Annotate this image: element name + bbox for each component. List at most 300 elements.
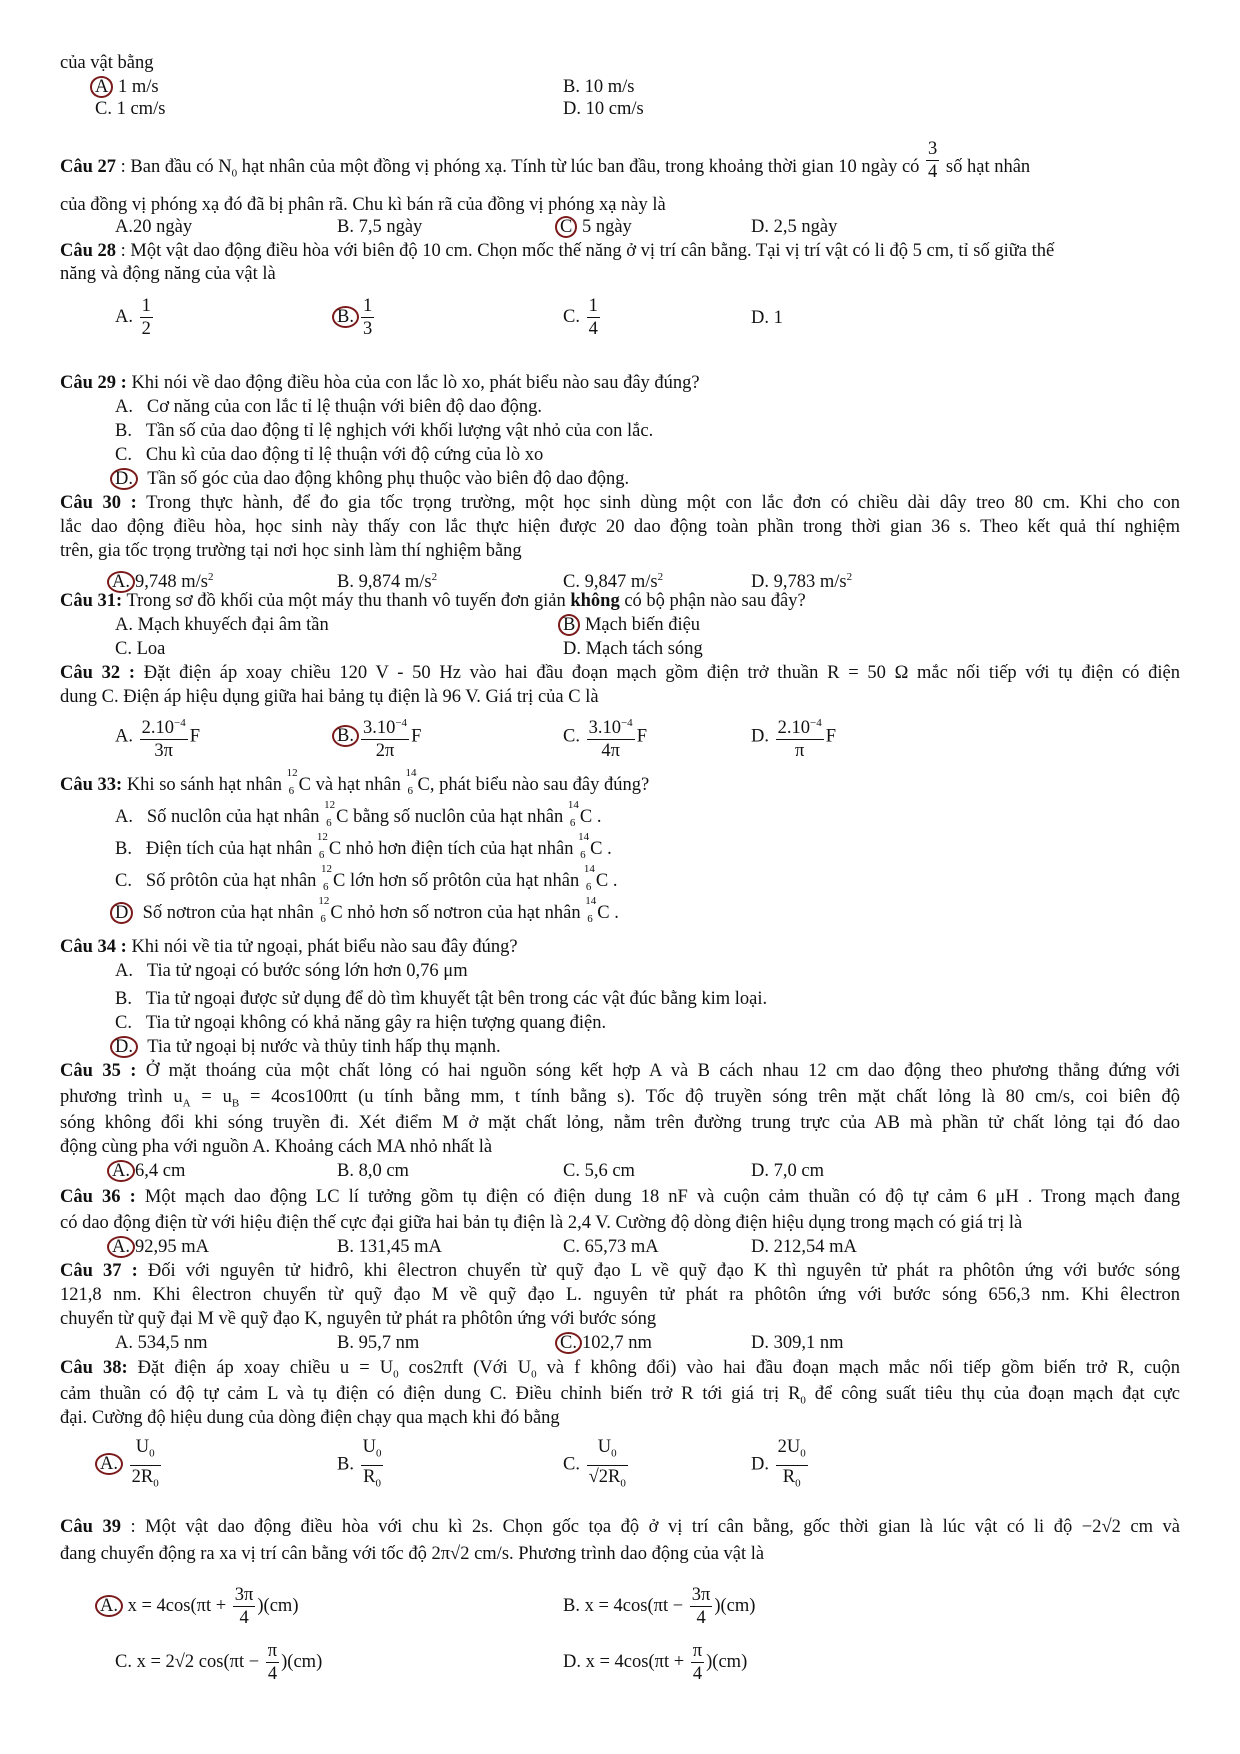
mass-number: 12 [286, 767, 298, 779]
q33-text1: Khi so sánh hạt nhân [122, 775, 287, 795]
question-label: Câu 37 : [60, 1261, 138, 1281]
fraction [361, 1436, 384, 1494]
q36-line2: có dao động điện từ với hiệu điện thế cực đại giữa hai bản tụ điện là 2,4 V. Cường độ dòng điện hiệu dụng trong mạch có giá trị là [60, 1213, 1023, 1233]
atomic-number: 6 [580, 849, 586, 861]
q35-text1: Ở mặt thoáng của một chất lỏng có hai nguồn sóng kết hợp A và B cách nhau 12 cm dao động theo phương thẳng đứng với [136, 1061, 1180, 1081]
frac-num: 1 [141, 296, 151, 316]
q31-option-a: A. Mạch khuyếch đại âm tần [115, 615, 329, 635]
q39-line1 [60, 1516, 1180, 1538]
q35-text2b: (u tính bằng mm, t tính bằng s). Tốc độ truyền sóng trên mặt chất lỏng là 80 cm/s, coi biên độ [347, 1087, 1180, 1107]
num-text: U [597, 1437, 612, 1457]
mass-number: 14 [567, 799, 579, 811]
q35-option-d: D. 7,0 cm [751, 1161, 824, 1181]
q34-option-a [115, 960, 468, 982]
option-text: bằng số nuclôn của hạt nhân [348, 807, 568, 827]
mass-number: 14 [585, 895, 597, 907]
frac-den: 4 [928, 162, 938, 182]
answer-circle: A. [107, 571, 135, 593]
q37-line1 [60, 1260, 1180, 1282]
frac-den: 4 [696, 1608, 706, 1628]
eq-post: )(cm) [714, 1595, 756, 1616]
q34-option-b [115, 988, 767, 1010]
option-key: A. [115, 961, 133, 981]
frac-den: π [795, 741, 805, 762]
q28-line1 [60, 240, 1180, 262]
atomic-number: 6 [569, 817, 576, 829]
option-key: D. [563, 1651, 581, 1672]
q34-option-d [115, 1036, 501, 1058]
q30-text1: Trong thực hành, để đo gia tốc trọng trường, một học sinh dùng một con lắc đơn có chiều dài dây treo 80 cm. Khi cho con [136, 493, 1180, 513]
element-symbol: C [597, 903, 610, 923]
q33-option-b [115, 831, 612, 861]
option-key: C. [563, 726, 580, 747]
frac-den: 3 [362, 319, 373, 339]
num-text: 3.10 [362, 718, 396, 739]
q32-option-a [115, 712, 200, 762]
fraction [266, 1640, 279, 1685]
q39-line2: đang chuyển động ra xa vị trí cân bằng với tốc độ 2π√2 cm/s. Phương trình dao động của vật là [60, 1544, 765, 1564]
nuclide-c12 [321, 863, 346, 893]
option-key: C. [115, 1013, 132, 1033]
q27-option-c [560, 216, 632, 238]
atomic-number: 6 [318, 849, 325, 861]
q32-text1: Đặt điện áp xoay chiều 120 V - 50 Hz vào hai đầu đoạn mạch gồm điện trở thuần R = 50 Ω mắc nối tiếp với tụ điện có điện [135, 663, 1181, 683]
q26-option-b: B. 10 m/s [563, 77, 635, 97]
frac-num: 3 [928, 139, 938, 159]
q35-line1 [60, 1060, 1180, 1082]
atomic-number: 6 [407, 785, 413, 797]
eq-pre: x = 4cos(πt − [579, 1595, 688, 1616]
atomic-number: 6 [585, 881, 592, 893]
eq-rhs: = 4cos100πt [239, 1087, 348, 1107]
subscript: 0 [375, 1447, 382, 1460]
answer-circle: A. [95, 1453, 123, 1475]
eq-ub: = u [190, 1087, 232, 1107]
eq-pre: x = 4cos(πt + [581, 1651, 689, 1672]
q27-option-a: A.20 ngày [115, 217, 193, 237]
answer-circle: C [555, 216, 577, 238]
subscript: 0 [800, 1394, 806, 1407]
answer-circle: C. [555, 1332, 582, 1354]
nuclide-c14 [405, 767, 430, 797]
option-text: nhỏ hơn số nơtron của hạt nhân [342, 903, 586, 923]
eq-pre: x = 2√2 cos(πt − [131, 1651, 264, 1672]
frac-num: 3π [234, 1585, 254, 1605]
q27-line1 [60, 139, 1180, 184]
answer-circle: D. [110, 468, 138, 490]
option-text: Tia tử ngoại bị nước và thủy tinh hấp thụ mạnh. [147, 1037, 501, 1057]
subscript: 0 [153, 1477, 159, 1490]
subscript: 0 [149, 1447, 155, 1460]
option-key: C. [563, 1454, 580, 1475]
q28-option-b [337, 295, 376, 340]
element-symbol: C [579, 807, 593, 827]
q26-option-d: D. 10 cm/s [563, 99, 644, 119]
q33-text2: và hạt nhân [310, 775, 406, 795]
frac-den: 4 [692, 1664, 703, 1684]
q36-option-d: D. 212,54 mA [751, 1237, 857, 1257]
mass-number: 12 [316, 831, 328, 843]
option-key: B. [563, 1595, 580, 1616]
option-key: A. [115, 306, 133, 327]
den-text: 2R [131, 1466, 154, 1487]
frac-den: 3π [154, 741, 173, 762]
nuclide-c14 [567, 799, 593, 829]
q35-line2 [60, 1086, 1180, 1115]
frac-num: 1 [362, 296, 373, 316]
q29-option-d [115, 468, 629, 490]
option-key: B. [115, 839, 132, 859]
q38-option-b [337, 1436, 385, 1494]
atomic-number: 6 [587, 913, 593, 925]
q31-option-b [563, 614, 700, 636]
q37-text1: Đối với nguyên tử hiđrô, khi êlectron chuyển từ quỹ đạo L về quỹ đạo K thì nguyên tử phát ra phôtôn ứng với bước sóng [137, 1261, 1181, 1281]
superscript: 2 [657, 571, 664, 583]
option-text: Tia tử ngoại không có khả năng gây ra hiện tượng quang điện. [145, 1013, 607, 1033]
unit: F [825, 726, 837, 747]
q31-question [60, 590, 1180, 612]
q38-text1b: cos2πft (Với U [398, 1358, 532, 1378]
eq-u: u [173, 1087, 183, 1107]
element-symbol: C [595, 871, 609, 891]
q28-line2: năng và động năng của vật là [60, 264, 276, 284]
option-text: 6,4 cm [135, 1161, 186, 1181]
answer-circle: B [558, 614, 580, 636]
frac-num: π [692, 1641, 703, 1661]
frac-num [776, 712, 824, 740]
answer-circle: D [110, 902, 133, 924]
den-text: R [363, 1466, 376, 1487]
fraction [587, 1436, 628, 1494]
option-text: Số prôtôn của hạt nhân [145, 871, 322, 891]
q39-option-d [563, 1640, 747, 1685]
atomic-number: 6 [323, 881, 329, 893]
q29-option-a [115, 396, 542, 418]
element-symbol: C [590, 839, 603, 859]
fraction [587, 295, 600, 340]
fraction [130, 1436, 161, 1494]
nuclide-c12 [316, 831, 342, 861]
question-label: Câu 31: [60, 591, 123, 611]
question-label: Câu 29 : [60, 373, 127, 393]
question-label: Câu 27 [60, 156, 117, 177]
frac-num [587, 712, 635, 740]
q28-option-a [115, 295, 155, 340]
question-label: Câu 36 : [60, 1187, 136, 1207]
unit: F [411, 726, 422, 747]
q38-option-c [563, 1436, 630, 1494]
q29-option-b [115, 420, 653, 442]
fraction [691, 1640, 704, 1685]
q38-line3: đại. Cường độ hiệu dung của dòng điện chạy qua mạch khi đó bằng [60, 1408, 560, 1428]
answer-circle: A [90, 76, 113, 98]
num-text: 2U [777, 1437, 801, 1457]
q36-option-b: B. 131,45 mA [337, 1237, 442, 1257]
num-text: 2.10 [777, 718, 810, 739]
option-text: 9,748 m/s [135, 572, 208, 593]
option-key: B. [115, 989, 132, 1009]
q31-option-c: C. Loa [115, 639, 166, 659]
q35-option-a [112, 1160, 185, 1182]
answer-circle: A. [107, 1236, 135, 1258]
element-symbol: C [336, 807, 349, 827]
frac-den: 4π [601, 741, 620, 762]
option-text: D. 9,783 m/s [751, 572, 847, 593]
option-key: C. [115, 445, 132, 465]
frac-num [776, 1436, 808, 1466]
option-key: D. [751, 726, 769, 747]
frac-num: π [267, 1641, 278, 1661]
option-text: Điện tích của hạt nhân [145, 839, 317, 859]
frac-den: 2π [375, 741, 395, 762]
q27-text3: số hạt nhân [941, 156, 1031, 177]
option-text: Số nơtron của hạt nhân [142, 903, 319, 923]
q37-option-d: D. 309,1 nm [751, 1333, 844, 1353]
q39-option-a [100, 1584, 298, 1629]
eq-post: )(cm) [281, 1651, 323, 1672]
q27-text2: hạt nhân của một đồng vị phóng xạ. Tính từ lúc ban đầu, trong khoảng thời gian 10 ngày có [237, 156, 925, 177]
option-text: 5 ngày [577, 217, 632, 237]
q27-text1: : Ban đầu có [116, 156, 219, 177]
q36-text1: Một mạch dao động LC lí tưởng gồm tụ điện có điện dung 18 nF và cuộn cảm thuần có độ tự cảm 6 μH . Trong mạch đang [135, 1187, 1180, 1207]
option-key: D. [751, 1454, 769, 1475]
option-end: . [592, 807, 602, 827]
sub-a: A [182, 1097, 191, 1110]
eq-post: )(cm) [706, 1651, 748, 1672]
option-key: A. [115, 807, 133, 827]
q33-question [60, 767, 1180, 797]
question-label: Câu 38: [60, 1358, 128, 1378]
frac-den: 4 [588, 319, 598, 339]
superscript: 2 [207, 571, 214, 583]
frac-num [361, 712, 409, 740]
q38-text2b: để công suất tiêu thụ của đoạn mạch đạt cực [805, 1384, 1180, 1404]
frac-num [140, 712, 188, 740]
option-key: B. [337, 1454, 354, 1475]
q31-bold: không [570, 591, 620, 611]
nuclide-c12 [286, 767, 311, 797]
num-text: U [135, 1437, 150, 1457]
frac-num [361, 1436, 384, 1466]
question-label: Câu 30 : [60, 493, 137, 513]
fraction [233, 1584, 256, 1629]
fraction [690, 1584, 713, 1629]
option-text: Tia tử ngoại được sử dụng để dò tìm khuyết tật bên trong các vật đúc bằng kim loại. [145, 989, 768, 1009]
option-text: B. 9,874 m/s [337, 572, 432, 593]
option-key: A. [115, 397, 133, 417]
q30-line1 [60, 492, 1180, 514]
num-text: U [362, 1437, 376, 1457]
q38-line1 [60, 1357, 1180, 1386]
subscript: 0 [611, 1447, 617, 1460]
eq-pre: x = 4cos(πt + [123, 1595, 231, 1616]
q35-line3: sóng không đổi khi sóng truyền đi. Xét điểm M ở mặt chất lỏng, nằm trên đường trung trực của AB mà phần tử chất lỏng tại đó dao [60, 1113, 1180, 1133]
q27-option-b: B. 7,5 ngày [337, 217, 423, 237]
exponent: −4 [174, 717, 186, 729]
question-label: Câu 32 : [60, 663, 136, 683]
nuclide-c14 [583, 863, 609, 893]
answer-circle: B. [332, 725, 359, 747]
option-text: nhỏ hơn điện tích của hạt nhân [341, 839, 579, 859]
fraction [776, 1436, 808, 1494]
element-symbol: C [330, 903, 343, 923]
option-text: Tia tử ngoại có bước sóng lớn hơn 0,76 μm [146, 961, 468, 981]
mass-number: 14 [578, 831, 590, 843]
option-key: B. [115, 421, 132, 441]
q35-option-c: C. 5,6 cm [563, 1161, 635, 1181]
q26-tail-text: của vật bằng [60, 53, 154, 73]
q35-line4: động cùng pha với nguồn A. Khoảng cách MA nhỏ nhất là [60, 1137, 493, 1157]
num-text: 3.10 [588, 718, 621, 739]
nuclide-c14 [578, 831, 603, 861]
q28-text: : Một vật dao động điều hòa với biên độ 10 cm. Chọn mốc thế năng ở vị trí cân bằng. Tại vị trí vật có li độ 5 cm, tỉ số giữa thế [116, 241, 1055, 261]
mass-number: 14 [583, 863, 595, 875]
q30-line3: trên, gia tốc trọng trường tại nơi học sinh làm thí nghiệm bằng [60, 541, 522, 561]
option-key: C. [115, 871, 132, 891]
mass-number: 12 [318, 895, 330, 907]
answer-circle: B. [332, 306, 359, 328]
answer-circle: A. [107, 1160, 135, 1182]
q37-line3: chuyển từ quỹ đại M về quỹ đạo K, nguyên tử phát ra phôtôn ứng với bước sóng [60, 1309, 657, 1329]
q38-text1a: Đặt điện áp xoay chiều u = U [127, 1358, 394, 1378]
q33-option-d [115, 895, 619, 925]
q38-text1c: và f không đổi) vào hai đầu đoạn mạch mắc nối tiếp gồm biến trở R, cuộn [536, 1358, 1180, 1378]
mass-number: 12 [321, 863, 333, 875]
q31-text2: có bộ phận nào sau đây? [619, 591, 806, 611]
q39-option-b [563, 1584, 755, 1629]
subscript: 0 [531, 1368, 537, 1381]
nuclide-c12 [324, 799, 349, 829]
q33-option-c [115, 863, 618, 893]
option-text: Tần số của dao động tỉ lệ nghịch với khối lượng vật nhỏ của con lắc. [145, 421, 654, 441]
option-text: 92,95 mA [135, 1237, 209, 1257]
q32-line2: dung C. Điện áp hiệu dụng giữa hai bảng tụ điện là 96 V. Giá trị của C là [60, 687, 599, 707]
frac-den [776, 1466, 808, 1495]
q32-option-b [337, 712, 421, 762]
exponent: −4 [395, 717, 408, 729]
q29-option-c [115, 444, 543, 466]
frac-num: 3π [691, 1585, 711, 1605]
q29-question [60, 372, 1180, 394]
q27-line2: của đồng vị phóng xạ đó đã bị phân rã. Chu kì bán rã của đồng vị phóng xạ này là [60, 195, 666, 215]
question-label: Câu 39 [60, 1517, 121, 1537]
q31-option-d: D. Mạch tách sóng [563, 639, 703, 659]
option-text: Mạch biến điệu [580, 615, 701, 635]
q38-option-d [751, 1436, 810, 1494]
num-text: 2.10 [141, 718, 174, 739]
q38-option-a [100, 1436, 163, 1494]
option-text: lớn hơn số prôtôn của hạt nhân [345, 871, 584, 891]
atomic-number: 6 [326, 817, 332, 829]
q26-tail [60, 52, 1180, 74]
q37-line2: 121,8 nm. Khi êlectron chuyển từ quỹ đạo M về quỹ đạo L. nguyên tử phát ra phôtôn ứng với bước sóng 656,3 nm. Khi êlectron [60, 1285, 1180, 1305]
q30-line2: lắc dao động điều hòa, học sinh này thấy con lắc thực hiện được 20 dao động toàn phần trong thời gian 36 s. Theo kết quả thí nghiệm [60, 517, 1180, 537]
option-text: 102,7 nm [581, 1333, 652, 1353]
q39-text1: : Một vật dao động điều hòa với chu kì 2s. Chọn gốc tọa độ ở vị trí cân bằng, gốc thời gian là lúc vật có li độ −2√2 cm và [120, 1517, 1181, 1537]
unit: F [189, 726, 201, 747]
exponent: −4 [810, 717, 822, 729]
q27-n0-sub: 0 [231, 167, 238, 180]
q34-option-c [115, 1012, 606, 1034]
option-end: . [602, 839, 612, 859]
subscript: 0 [800, 1447, 806, 1460]
answer-circle: D. [110, 1036, 138, 1058]
q36-line1 [60, 1186, 1180, 1208]
subscript: 0 [795, 1477, 801, 1490]
question-label: Câu 33: [60, 775, 123, 795]
mass-number: 12 [324, 799, 336, 811]
element-symbol: C [298, 775, 311, 795]
element-symbol: C [328, 839, 342, 859]
subscript: 0 [393, 1368, 399, 1381]
exponent: −4 [620, 717, 633, 729]
frac-den: 4 [267, 1664, 278, 1684]
frac-num [587, 1436, 628, 1466]
q38-text2a: cảm thuần có độ tự cảm L và tụ điện có điện dung C. Điều chỉnh biến trở R tới giá trị R [60, 1384, 801, 1404]
option-text: 1 m/s [113, 77, 159, 97]
question-label: Câu 34 : [60, 937, 127, 957]
question-label: Câu 28 [60, 241, 117, 261]
option-key: C. [563, 306, 580, 327]
q34-question [60, 936, 1180, 958]
element-symbol: C [417, 775, 430, 795]
q39-option-c [115, 1640, 322, 1685]
option-end: . [608, 871, 618, 891]
q32-option-d [751, 712, 836, 762]
q27-fraction [926, 138, 939, 183]
q36-option-a [112, 1236, 209, 1258]
frac-num: 1 [588, 296, 598, 316]
q26-option-a [95, 76, 159, 98]
q28-option-d: D. 1 [751, 308, 783, 328]
den-text: √2R [588, 1466, 621, 1487]
q33-option-a [115, 799, 602, 829]
fraction [140, 712, 188, 762]
atomic-number: 6 [320, 913, 326, 925]
fraction [140, 295, 153, 340]
fraction [587, 712, 635, 762]
option-text: Cơ năng của con lắc tỉ lệ thuận với biên độ dao động. [146, 397, 542, 417]
q32-line1 [60, 662, 1180, 684]
den-text: R [782, 1466, 796, 1487]
eq-post: )(cm) [257, 1595, 299, 1616]
option-text: Tần số góc của dao động không phụ thuộc vào biên độ dao động. [147, 469, 630, 489]
q36-option-c: C. 65,73 mA [563, 1237, 659, 1257]
q37-option-a: A. 534,5 nm [115, 1333, 208, 1353]
q26-option-c: C. 1 cm/s [95, 99, 166, 119]
option-text: Số nuclôn của hạt nhân [146, 807, 325, 827]
q34-text: Khi nói về tia tử ngoại, phát biểu nào sau đây đúng? [126, 937, 518, 957]
frac-num [130, 1436, 161, 1466]
q37-option-b: B. 95,7 nm [337, 1333, 420, 1353]
frac-den [587, 1466, 628, 1495]
element-symbol: C [333, 871, 346, 891]
option-key: A. [115, 726, 133, 747]
q29-text: Khi nói về dao động điều hòa của con lắc lò xo, phát biểu nào sau đây đúng? [126, 373, 700, 393]
answer-circle: A. [95, 1595, 123, 1617]
option-text: Chu kì của dao động tỉ lệ thuận với độ cứng của lò xo [145, 445, 544, 465]
superscript: 2 [846, 571, 853, 583]
q27-n0: N [218, 156, 232, 177]
subscript: 0 [375, 1477, 381, 1490]
mass-number: 14 [405, 767, 417, 779]
q35-option-b: B. 8,0 cm [337, 1161, 409, 1181]
fraction [361, 295, 374, 340]
q28-option-c [563, 295, 602, 340]
option-text: C. 9,847 m/s [563, 572, 658, 593]
option-key: C. [115, 1651, 132, 1672]
unit: F [636, 726, 647, 747]
